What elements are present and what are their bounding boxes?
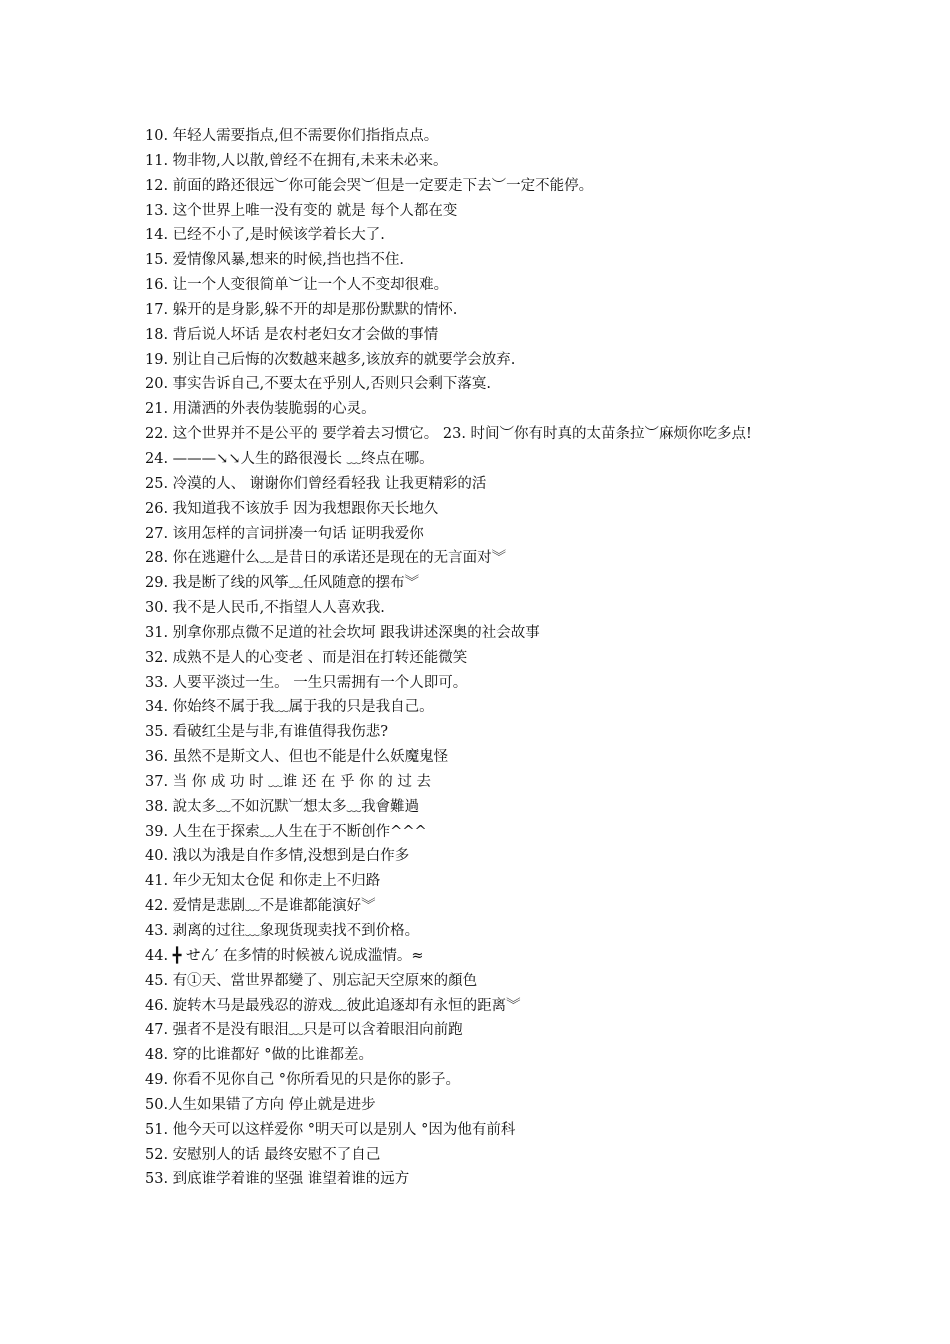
list-item: 22. 这个世界并不是公平的 要学着去习惯它。 23. 时间︶你有时真的太苗条拉︶麻烦你吃多点! bbox=[145, 426, 752, 443]
list-item: 44. ╋ せん′ 在多情的时候被ん说成滥情。≈ bbox=[145, 947, 424, 964]
list-item: 31. 别拿你那点微不足道的社会坎坷 跟我讲述深奥的社会故事 bbox=[145, 624, 540, 641]
list-item: 11. 物非物,人以散,曾经不在拥有,未来未必来。 bbox=[145, 152, 448, 169]
list-item: 36. 虽然不是斯文人、但也不能是什么妖魔鬼怪 bbox=[145, 749, 449, 766]
list-item: 48. 穿的比谁都好 °做的比谁都差。 bbox=[145, 1047, 374, 1064]
list-item: 51. 他今天可以这样爱你 °明天可以是别人 °因为他有前科 bbox=[145, 1121, 516, 1138]
list-item: 17. 躲开的是身影,躲不开的却是那份默默的情怀. bbox=[145, 301, 458, 318]
list-item: 43. 剥离的过往﹏象现货现卖找不到价格。 bbox=[145, 923, 420, 939]
list-item: 33. 人要平淡过一生。 一生只需拥有一个人即可。 bbox=[145, 674, 468, 691]
list-item: 12. 前面的路还很远︶你可能会哭︶但是一定要走下去︶一定不能停。 bbox=[145, 177, 594, 194]
list-item: 19. 别让自己后悔的次数越来越多,该放弃的就要学会放弃. bbox=[145, 351, 516, 368]
list-item: 28. 你在逃避什么﹏是昔日的承诺还是现在的无言面对︾ bbox=[145, 550, 507, 567]
list-item: 34. 你始终不属于我﹏属于我的只是我自己。 bbox=[145, 699, 434, 716]
list-item: 15. 爱情像风暴,想来的时候,挡也挡不住. bbox=[145, 252, 404, 269]
list-item: 13. 这个世界上唯一没有变的 就是 每个人都在变 bbox=[145, 202, 458, 219]
list-item: 30. 我不是人民币,不指望人人喜欢我. bbox=[145, 600, 385, 617]
list-item: 41. 年少无知太仓促 和你走上不归路 bbox=[145, 873, 381, 890]
list-item: 18. 背后说人坏话 是农村老妇女才会做的事情 bbox=[145, 326, 439, 343]
list-item: 50.人生如果错了方向 停止就是进步 bbox=[145, 1096, 376, 1113]
list-item: 21. 用潇洒的外表伪装脆弱的心灵。 bbox=[145, 401, 376, 418]
list-item: 40. 涐以为涐是自作多情,没想到是白作多 bbox=[145, 848, 410, 865]
list-item: 38. 說太多﹏不如沉默︺想太多﹏我會難過 bbox=[145, 798, 420, 815]
list-item: 29. 我是断了线的风筝﹏任风随意的摆布︾ bbox=[145, 575, 420, 592]
list-item: 25. 冷漠的人、 谢谢你们曾经看轻我 让我更精彩的活 bbox=[145, 475, 487, 492]
list-item: 37. 当 你 成 功 时 ﹏谁 还 在 乎 你 的 过 去 bbox=[145, 773, 431, 790]
list-item: 46. 旋转木马是最残忍的游戏﹏彼此追逐却有永恒的距离︾ bbox=[145, 997, 521, 1014]
list-item: 47. 强者不是没有眼泪﹏只是可以含着眼泪向前跑 bbox=[145, 1022, 463, 1039]
list-item: 24. ———↘↘人生的路很漫长 ﹏终点在哪。 bbox=[145, 450, 434, 467]
list-item: 16. 让一个人变很简单︶让一个人不变却很难。 bbox=[145, 277, 449, 294]
list-item: 45. 有①天、當世界都變了、別忘記天空原來的顏色 bbox=[145, 972, 478, 989]
list-item: 20. 事实告诉自己,不要太在乎别人,否则只会剩下落寞. bbox=[145, 376, 491, 393]
list-item: 26. 我知道我不该放手 因为我想跟你天长地久 bbox=[145, 500, 439, 517]
quote-list bbox=[145, 124, 825, 1192]
list-item: 39. 人生在于探索﹏人生在于不断创作^^^ bbox=[145, 823, 427, 840]
list-item: 35. 看破红尘是与非,有谁值得我伤悲? bbox=[145, 724, 389, 741]
list-item: 52. 安慰别人的话 最终安慰不了自己 bbox=[145, 1146, 381, 1163]
list-item: 10. 年轻人需要指点,但不需要你们指指点点。 bbox=[145, 128, 439, 144]
list-item: 53. 到底谁学着谁的坚强 谁望着谁的远方 bbox=[145, 1171, 410, 1188]
list-item: 14. 已经不小了,是时候该学着长大了. bbox=[145, 227, 385, 244]
list-item: 32. 成熟不是人的心变老 、而是泪在打转还能微笑 bbox=[145, 649, 468, 666]
list-item: 27. 该用怎样的言词拼凑一句话 证明我爱你 bbox=[145, 525, 424, 542]
list-item: 42. 爱情是悲剧﹏不是谁都能演好︾ bbox=[145, 898, 376, 915]
list-item: 49. 你看不见你自己 °你所看见的只是你的影子。 bbox=[145, 1072, 461, 1089]
